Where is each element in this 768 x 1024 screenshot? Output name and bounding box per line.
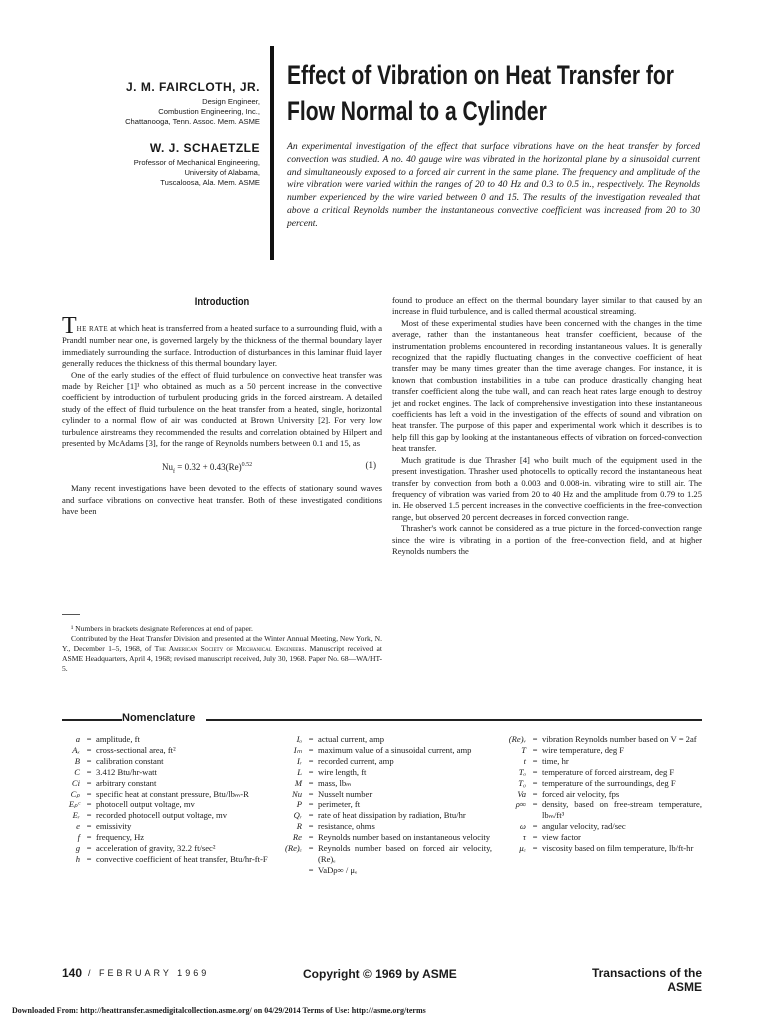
nomenclature-symbol: Qᵣ	[293, 810, 302, 821]
nomenclature-equals: =	[86, 810, 92, 821]
nomenclature-symbol: f	[77, 832, 80, 843]
nomenclature-entry	[268, 767, 492, 778]
nomenclature-equals: =	[532, 777, 538, 788]
paper-title-line-1: Effect of Vibration on Heat Transfer for	[287, 60, 674, 90]
nomenclature-symbol: Cₚ	[70, 788, 80, 799]
nomenclature-entry	[46, 734, 276, 745]
nomenclature-entry	[46, 810, 276, 821]
issue-date: / FEBRUARY 1969	[88, 968, 210, 978]
nomenclature-symbol: Eᵣ	[72, 810, 80, 821]
nomenclature-symbol: ρ∞	[515, 799, 526, 810]
nomenclature-equals: =	[308, 832, 314, 843]
nomenclature-entry	[492, 832, 702, 843]
nomenclature-symbol: L	[297, 766, 302, 777]
nomenclature-equals: =	[86, 755, 92, 766]
equation-number: (1)	[365, 460, 376, 471]
nomenclature-equals: =	[86, 788, 92, 799]
nomenclature-symbol: T₀	[518, 777, 526, 788]
right-paragraph-3: Much gratitude is due Thrasher [4] who built much of the equipment used in the present investigation. Thrasher used photocells to optically record the instantaneous heat transfer by convection from both a 0.003 and 0.008-in. vibrating wire to still air. The frequency of vibration was varied from 20 to 40 Hz and the amplitude from 0.79 to 1.25 in. He observed 1.5 percent increases in the convective coefficients in the free-convection range, but observed 20 percent decreases in forced convection range.	[392, 454, 702, 522]
download-notice: Downloaded From: http://heattransfer.asmedigitalcollection.asme.org/ on 04/29/2014 Terms of Use: http://asme.org/terms	[12, 1006, 426, 1015]
nomenclature-definition: emissivity	[96, 821, 132, 832]
nomenclature-symbol: ω	[519, 821, 526, 832]
society-name-small-caps: The American Society of Mechanical Engineers	[154, 644, 305, 653]
nomenclature-equals: =	[86, 821, 92, 832]
nomenclature-entry	[268, 821, 492, 832]
intro-paragraph-1-text: at which heat is transferred from a heated surface to a surrounding fluid, with a Prandtl number near one, is governed largely by the thickness of the thermal boundary layer immediately surrounding the surface. Introduction of disturbances in this laminar fluid layer generally reduces the thickness of this thermal boundary layer.	[62, 323, 383, 369]
nomenclature-entry	[492, 745, 702, 756]
nomenclature-definition: angular velocity, rad/sec	[542, 821, 626, 832]
nomenclature-entry	[46, 799, 276, 810]
nomenclature-entry	[492, 778, 702, 789]
nomenclature-equals: =	[532, 755, 538, 766]
nomenclature-equals: =	[86, 734, 92, 744]
nomenclature-symbol: P	[296, 799, 302, 810]
author-1-name: J. M. FAIRCLOTH, JR.	[125, 80, 260, 94]
author-2-name: W. J. SCHAETZLE	[149, 141, 260, 155]
footnote-1: ¹ Numbers in brackets designate References at end of paper.	[71, 624, 253, 633]
nomenclature-equals: =	[308, 843, 314, 854]
nomenclature-equals: =	[532, 744, 538, 755]
nomenclature-definition: 3.412 Btu/hr-watt	[96, 766, 157, 777]
nomenclature-definition: cross-sectional area, ft²	[96, 744, 176, 755]
introduction-heading: Introduction	[194, 296, 250, 308]
nomenclature-symbol: h	[75, 853, 80, 864]
nomenclature-equals: =	[86, 766, 92, 777]
nomenclature-entry	[268, 799, 492, 810]
nomenclature-entry	[268, 789, 492, 800]
nomenclature-entry	[268, 810, 492, 821]
intro-paragraph-3: Many recent investigations have been devoted to the effects of stationary sound waves and surface vibrations on convective heat transfer. Both of these investigated conditions have been	[62, 483, 382, 517]
nomenclature-entry	[46, 821, 276, 832]
nomenclature-definition: VaDρ∞ / μₑ	[318, 864, 358, 875]
nomenclature-equals: =	[86, 799, 92, 810]
nomenclature-entry	[268, 745, 492, 756]
nomenclature-definition: specific heat at constant pressure, Btu/lbₘ-R	[96, 788, 249, 799]
nomenclature-equals: =	[308, 821, 314, 832]
nomenclature-equals: =	[532, 788, 538, 799]
nomenclature-definition: density, based on free-stream temperature, lbₘ/ft³	[542, 799, 702, 821]
nomenclature-equals: =	[308, 777, 314, 788]
nomenclature-equals: =	[532, 843, 538, 854]
drop-cap: T	[62, 313, 77, 339]
nomenclature-symbol: Re	[292, 832, 302, 843]
nomenclature-heading: Nomenclature	[122, 712, 196, 724]
nomenclature-symbol: Aₓ	[72, 744, 80, 755]
page-number: 140	[62, 966, 83, 980]
header-divider-bar	[270, 46, 274, 260]
equation-1	[62, 453, 382, 481]
nomenclature-symbol: Iᵣ	[297, 755, 302, 766]
nomenclature-entry	[492, 843, 702, 854]
author-2-affiliation: Professor of Mechanical Engineering, University of Alabama, Tuscaloosa, Ala. Mem. ASME	[133, 158, 260, 187]
nomenclature-definition: Reynolds number based on instantaneous velocity	[318, 832, 491, 843]
nomenclature-symbol: Tₐ	[518, 766, 526, 777]
equation-exponent: 0.52	[241, 462, 253, 469]
nomenclature-equals: =	[86, 777, 92, 788]
nomenclature-definition: viscosity based on film temperature, lb/ft-hr	[542, 843, 694, 854]
journal-name: Transactions of the ASME	[591, 966, 702, 994]
nomenclature-entry	[268, 756, 492, 767]
nomenclature-entry	[492, 734, 702, 745]
nomenclature-symbol: Eₚᶜ	[68, 799, 80, 810]
nomenclature-definition: acceleration of gravity, 32.2 ft/sec²	[96, 843, 216, 854]
nomenclature-entry	[268, 832, 492, 843]
nomenclature-symbol: C	[74, 766, 80, 777]
right-paragraph-4: Thrasher's work cannot be considered as a true picture in the forced-convection range since the wire is vibrating in a portion of the free-convection field, and at higher Reynolds numbers the	[392, 523, 702, 556]
nomenclature-entry	[46, 789, 276, 800]
intro-paragraph-2: One of the early studies of the effect of fluid turbulence on convective heat transfer was made by Reicher [1]¹ who obtained as much as a 50 percent increase in the convective coefficient by introduction of turbulent producing grids in the forced airstream. A detailed study of the effect of fluid turbulence on the heat transfer from a heated, single, horizontal cylinder to a normal flow of air was conducted at Brown University [2]. For very low turbulence airstreams they recommended the results and correlation obtained by Hilpert and presented by McAdams [3], for the range of Reynolds numbers between 0.1 and 15, as	[62, 369, 382, 449]
nomenclature-symbol	[268, 865, 306, 876]
nomenclature-definition: arbitrary constant	[96, 777, 157, 788]
abstract: An experimental investigation of the effect that surface vibrations have on the heat transfer by forced convection was studied. A no. 40 gauge wire was vibrated in the horizontal plane by a sinusoidal current and simultaneously exposed to a forced air current in the same plane. The frequency and amplitude of the wire vibration were varied within the ranges of 20 to 40 Hz and 0.3 to 0.5 in., respectively. The Reynolds number experienced by the wire varied between 0 and 15. The results of the investigation revealed that above a critical Reynolds number the instantaneous convective coefficient was increased from 20 to 30 percent.	[287, 141, 700, 229]
nomenclature-entry	[492, 789, 702, 800]
nomenclature-definition: resistance, ohms	[318, 821, 375, 832]
nomenclature-entry	[46, 778, 276, 789]
nomenclature-equals: =	[308, 755, 314, 766]
nomenclature-symbol: τ	[522, 832, 526, 843]
nomenclature-symbol: B	[74, 755, 80, 766]
nomenclature-symbol: Nu	[291, 788, 302, 799]
equation-lhs: Nu	[162, 462, 173, 473]
nomenclature-entry	[46, 756, 276, 767]
nomenclature-symbol: Iₘ	[293, 744, 302, 755]
nomenclature-definition: actual current, amp	[318, 734, 385, 744]
nomenclature-equals: =	[532, 821, 538, 832]
nomenclature-entry	[268, 865, 492, 876]
nomenclature-equals: =	[532, 832, 538, 843]
nomenclature-definition: view factor	[542, 832, 581, 843]
nomenclature-equals: =	[532, 766, 538, 777]
nomenclature-equals: =	[308, 799, 314, 810]
nomenclature-symbol: M	[294, 777, 302, 788]
nomenclature-equals: =	[86, 832, 92, 843]
nomenclature-symbol: t	[523, 755, 526, 766]
nomenclature-definition: temperature of forced airstream, deg F	[542, 766, 675, 777]
equation-lhs-sub: f	[173, 469, 175, 476]
nomenclature-definition: wire temperature, deg F	[542, 744, 625, 755]
nomenclature-entry	[46, 832, 276, 843]
nomenclature-definition: convective coefficient of heat transfer, Btu/hr-ft-F	[96, 853, 268, 864]
nomenclature-definition: calibration constant	[96, 755, 164, 766]
right-column	[392, 295, 702, 557]
nomenclature-definition: recorded photocell output voltage, mv	[96, 810, 228, 821]
nomenclature-symbol: Ci	[71, 777, 80, 788]
nomenclature-column-3	[492, 734, 702, 854]
nomenclature-symbol: T	[521, 744, 526, 755]
nomenclature-equals: =	[308, 734, 314, 744]
small-caps-lead: HE RATE	[76, 325, 109, 333]
nomenclature-rule-left	[62, 719, 122, 721]
equation-rhs: = 0.32 + 0.43(Re)	[175, 462, 242, 473]
nomenclature-symbol: (Re)ₑ	[284, 843, 302, 854]
paper-title-line-2: Flow Normal to a Cylinder	[287, 96, 547, 126]
nomenclature-equals: =	[532, 734, 538, 744]
copyright: Copyright © 1969 by ASME	[303, 967, 457, 981]
right-paragraph-2: Most of these experimental studies have been concerned with the changes in the time average, rather than the instantaneous heat transfer coefficient, because of the instrumentation problems encountered in recording instantaneous values. It is generally recognized that the rapidly fluctuating changes in the convective coefficient of heat transfer may be many times greater than the time average changes. For instance, it is known that combustion instabilities in a tube can produce drastically changing heat transfer coefficient along the tube wall, and can reach heat rates large enough to destroy jet and rocket engines. The lack of comprehensive investigation into these instantaneous coefficients has left a void in the investigation of the effects of sound and vibration on heat transfer. The purpose of this paper and experimental work which it describes is to help fill this gap by looking at the instantaneous effects of vibration on forced-convection heat transfer.	[392, 317, 702, 454]
nomenclature-definition: perimeter, ft	[318, 799, 361, 810]
nomenclature-definition: time, hr	[542, 755, 569, 766]
nomenclature-definition: mass, lbₘ	[318, 777, 352, 788]
nomenclature-equals: =	[308, 864, 314, 875]
nomenclature-definition: temperature of the surroundings, deg F	[542, 777, 676, 788]
nomenclature-symbol: g	[75, 843, 80, 854]
nomenclature-entry	[268, 778, 492, 789]
nomenclature-definition: recorded current, amp	[318, 755, 394, 766]
nomenclature-definition: amplitude, ft	[96, 734, 140, 744]
nomenclature-symbol: μₑ	[519, 843, 526, 854]
intro-paragraph-1	[62, 313, 383, 370]
nomenclature-entry	[492, 767, 702, 778]
nomenclature-equals: =	[308, 766, 314, 777]
author-1-affiliation: Design Engineer, Combustion Engineering, Inc., Chattanooga, Tenn. Assoc. Mem. ASME	[125, 97, 260, 126]
nomenclature-definition: Reynolds number based on forced air velocity, (Re)ₑ	[318, 843, 492, 864]
nomenclature-entry	[46, 767, 276, 778]
nomenclature-equals: =	[308, 810, 314, 821]
nomenclature-definition: photocell output voltage, mv	[96, 799, 195, 810]
nomenclature-symbol: a	[75, 734, 80, 744]
nomenclature-symbol: (Re)ᵥ	[508, 734, 526, 744]
nomenclature-definition: wire length, ft	[318, 766, 367, 777]
nomenclature-entry	[268, 734, 492, 745]
nomenclature-rule-right	[206, 719, 702, 721]
nomenclature-equals: =	[86, 843, 92, 854]
nomenclature-entry	[492, 756, 702, 767]
nomenclature-definition: vibration Reynolds number based on V = 2af	[542, 734, 697, 744]
nomenclature-equals: =	[308, 744, 314, 755]
nomenclature-column-2	[268, 734, 492, 876]
nomenclature-symbol: Va	[517, 788, 526, 799]
left-column	[62, 313, 383, 518]
nomenclature-column-1	[46, 734, 276, 865]
nomenclature-symbol: R	[296, 821, 302, 832]
nomenclature-symbol: e	[76, 821, 80, 832]
nomenclature-entry	[46, 854, 276, 865]
right-paragraph-1: found to produce an effect on the thermal boundary layer similar to that caused by an increase in fluid turbulence, and is called thermal acoustical streaming.	[392, 295, 702, 317]
nomenclature-equals: =	[86, 853, 92, 864]
nomenclature-entry	[46, 745, 276, 756]
nomenclature-definition: forced air velocity, fps	[542, 788, 620, 799]
nomenclature-definition: rate of heat dissipation by radiation, Btu/hr	[318, 810, 466, 821]
nomenclature-definition: maximum value of a sinusoidal current, amp	[318, 744, 472, 755]
nomenclature-equals: =	[532, 799, 538, 810]
nomenclature-symbol: Iₐ	[296, 734, 302, 744]
nomenclature-definition: Nusselt number	[318, 788, 373, 799]
nomenclature-entry	[46, 843, 276, 854]
footnote-2: Contributed by the Heat Transfer Division and presented at the Winter Annual Meeting, New York, N. Y., December 1–5, 1968, of The American Society of Mechanical Engineers. Manuscript received at ASME Headquarters, April 4, 1968; revised manuscript received, July 30, 1968. Paper No. 68—WA/HT-5.	[62, 634, 382, 673]
nomenclature-equals: =	[308, 788, 314, 799]
nomenclature-definition: frequency, Hz	[96, 832, 145, 843]
nomenclature-entry	[492, 821, 702, 832]
nomenclature-equals: =	[86, 744, 92, 755]
footnote-rule	[62, 614, 80, 615]
footnotes	[62, 624, 382, 674]
nomenclature-entry	[268, 843, 492, 865]
nomenclature-entry	[492, 799, 702, 821]
